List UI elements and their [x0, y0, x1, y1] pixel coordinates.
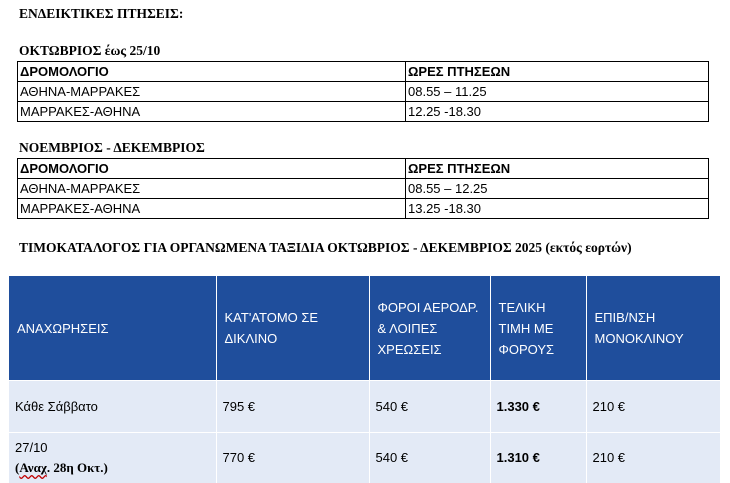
table-row: [9, 433, 720, 483]
double-price-cell: 770 €: [216, 433, 369, 483]
times-cell: 08.55 – 12.25: [406, 179, 709, 199]
single-supplement-header: ΕΠΙΒ/ΝΣΗ ΜΟΝΟΚΛΙΝΟΥ: [586, 276, 720, 381]
departure-note-word: Αναχ: [19, 460, 47, 475]
period2-title: ΝΟΕΜΒΡΙΟΣ - ΔΕΚΕΜΒΡΙΟΣ: [19, 140, 205, 156]
table-row: [18, 102, 709, 122]
taxes-cell: 540 €: [369, 381, 490, 433]
double-room-header: ΚΑΤ'ΑΤΟΜΟ ΣΕ ΔΙΚΛΙΝΟ: [216, 276, 369, 381]
route-cell: ΑΘΗΝΑ-ΜΑΡΡΑΚΕΣ: [18, 82, 406, 102]
table-header-row: [18, 62, 709, 82]
double-price-cell: 795 €: [216, 381, 369, 433]
final-price-header: ΤΕΛΙΚΗ ΤΙΜΗ ΜΕ ΦΟΡΟΥΣ: [490, 276, 586, 381]
taxes-header: ΦΟΡΟΙ ΑΕΡΟΔΡ. & ΛΟΙΠΕΣ ΧΡΕΩΣΕΙΣ: [369, 276, 490, 381]
period1-title: ΟΚΤΩΒΡΙΟΣ έως 25/10: [19, 43, 160, 59]
table-row: [18, 199, 709, 219]
table-header-row: [18, 159, 709, 179]
table-row: [18, 179, 709, 199]
pricelist-table: [9, 276, 720, 483]
single-supplement-cell: 210 €: [586, 433, 720, 483]
times-cell: 08.55 – 11.25: [406, 82, 709, 102]
table-row: [9, 381, 720, 433]
times-cell: 13.25 -18.30: [406, 199, 709, 219]
period2-flight-table: [17, 158, 709, 219]
table-row: [18, 82, 709, 102]
taxes-cell: 540 €: [369, 433, 490, 483]
departure-cell: [9, 433, 216, 483]
route-header: ΔΡΟΜΟΛΟΓΙΟ: [18, 62, 406, 82]
route-cell: ΜΑΡΡΑΚΕΣ-ΑΘΗΝΑ: [18, 199, 406, 219]
single-supplement-cell: 210 €: [586, 381, 720, 433]
departure-text: Κάθε Σάββατο: [15, 399, 98, 414]
final-price-cell: 1.310 €: [490, 433, 586, 483]
departures-header: ΑΝΑΧΩΡΗΣΕΙΣ: [9, 276, 216, 381]
route-header: ΔΡΟΜΟΛΟΓΙΟ: [18, 159, 406, 179]
departure-note-rest: . 28η Οκτ.): [47, 460, 108, 475]
departure-text: 27/10: [15, 438, 210, 458]
pricelist-header-row: [9, 276, 720, 381]
page-heading: ΕΝΔΕΙΚΤΙΚΕΣ ΠΤΗΣΕΙΣ:: [19, 6, 183, 22]
times-header: ΩΡΕΣ ΠΤΗΣΕΩΝ: [406, 62, 709, 82]
route-cell: ΑΘΗΝΑ-ΜΑΡΡΑΚΕΣ: [18, 179, 406, 199]
period1-flight-table: [17, 61, 709, 122]
route-cell: ΜΑΡΡΑΚΕΣ-ΑΘΗΝΑ: [18, 102, 406, 122]
pricelist-title: ΤΙΜΟΚΑΤΑΛΟΓΟΣ ΓΙΑ ΟΡΓΑΝΩΜΕΝΑ ΤΑΞΙΔΙΑ ΟΚΤΩΒΡΙΟΣ - ΔΕΚΕΜΒΡΙΟΣ 2025 (εκτός εορτών): [19, 238, 709, 258]
departure-note: (Αναχ. 28η Οκτ.): [15, 458, 210, 478]
times-header: ΩΡΕΣ ΠΤΗΣΕΩΝ: [406, 159, 709, 179]
final-price-cell: 1.330 €: [490, 381, 586, 433]
departure-cell: [9, 381, 216, 433]
times-cell: 12.25 -18.30: [406, 102, 709, 122]
